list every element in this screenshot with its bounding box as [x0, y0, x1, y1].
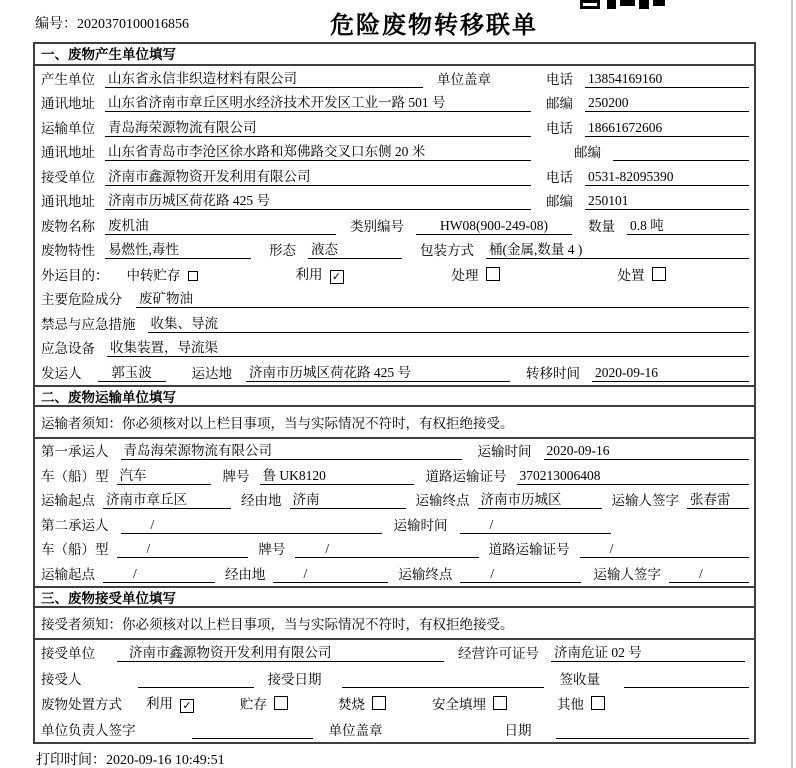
form-label: 形态 [269, 243, 296, 258]
row-equipment [35, 336, 754, 361]
checkbox-disposal-incinerate [372, 696, 386, 710]
via1-value: 济南 [290, 488, 406, 509]
producer-label: 产生单位 [41, 71, 95, 87]
carrier2-value: / [121, 517, 382, 534]
via2-value: / [273, 566, 388, 583]
address-label: 通讯地址 [41, 194, 95, 209]
transport-time-label: 运输时间 [393, 517, 448, 533]
qr-code-fragment-icon [580, 0, 670, 9]
row-purpose [35, 262, 754, 287]
row-disposal [35, 691, 754, 717]
purpose-option-treat: 处理 [452, 264, 500, 284]
origin2-value: / [103, 566, 215, 583]
row-head-sign [35, 716, 754, 742]
equipment-label: 应急设备 [41, 341, 95, 356]
vehicle1-value: 汽车 [117, 464, 211, 485]
print-time-value: 2020-09-16 10:49:51 [106, 753, 225, 768]
transfer-time-label: 转移时间 [526, 365, 580, 381]
address-label: 通讯地址 [41, 96, 95, 111]
producer-address-value: 山东省济南市章丘区明水经济技术开发区工业一路 501 号 [105, 91, 531, 112]
plate2-value: / [295, 541, 478, 558]
disposal-option-storage: 贮存 [240, 693, 288, 713]
disposal-option-other: 其他 [557, 693, 605, 713]
plate1-value: 鲁 UK8120 [260, 464, 414, 485]
serial-number: 2020370100016856 [77, 17, 189, 32]
receiver-zip-value: 250101 [585, 193, 749, 210]
date-label: 日期 [504, 722, 532, 738]
qty-value: 0.8 吨 [627, 214, 749, 235]
permit-label: 经营许可证号 [458, 646, 539, 661]
head-sign-label: 单位负责人签字 [41, 722, 136, 738]
checkbox-dispose [652, 267, 666, 281]
origin-label: 运输起点 [41, 493, 95, 508]
checkbox-transfer-storage [188, 271, 198, 281]
license1-value: 370213006408 [517, 468, 750, 485]
head-sign-value [192, 738, 313, 739]
serial-label: 编号： [35, 17, 77, 32]
taboo-label: 禁忌与应急措施 [41, 316, 136, 332]
row-acceptor [35, 665, 754, 691]
form-value: 液态 [308, 238, 402, 259]
end1-value: 济南市历城区 [478, 488, 602, 509]
address-label: 通讯地址 [41, 145, 95, 160]
row-transporter-address [35, 140, 754, 165]
page-title: 危险废物转移联单 [330, 12, 538, 39]
disposal-label: 废物处置方式 [41, 697, 122, 712]
received-qty-label: 签收量 [559, 671, 600, 687]
row-vehicle2 [35, 537, 754, 562]
transporter-phone-value: 18661672606 [585, 120, 749, 137]
section2-notice: 运输者须知：你必须核对以上栏目事项，当与实际情况不符时，有权拒绝接受。 [35, 407, 754, 439]
print-time-line [36, 749, 225, 768]
end2-value: / [460, 566, 581, 583]
checkbox-treat [486, 267, 500, 281]
phone-label: 电话 [546, 120, 573, 136]
purpose-option-dispose: 处置 [618, 264, 666, 284]
carrier2-label: 第二承运人 [41, 517, 109, 533]
end-label: 运输终点 [415, 493, 470, 508]
zip-label: 邮编 [574, 145, 601, 160]
zip-label: 邮编 [546, 96, 573, 111]
carrier1-time-value: 2020-09-16 [544, 443, 750, 460]
origin1-value: 济南市章丘区 [103, 488, 231, 509]
received-qty-value [624, 687, 749, 688]
transport-time-label: 运输时间 [477, 444, 532, 459]
equipment-value: 收集装置，导流渠 [107, 336, 749, 357]
producer-value: 山东省永信非织造材料有限公司 [105, 67, 423, 88]
packing-value: 桶(金属,数量 4 ) [486, 238, 749, 259]
row-receiver [35, 164, 754, 189]
purpose-option-transfer-storage: 中转贮存 [127, 264, 198, 284]
vehicle2-value: / [117, 541, 249, 558]
shipper-value: 郭玉波 [98, 361, 166, 382]
waste-name-label: 废物名称 [41, 218, 95, 234]
section2-header: 二、废物运输单位填写 [35, 385, 754, 407]
dest-label: 运达地 [191, 365, 232, 381]
qty-label: 数量 [588, 218, 615, 234]
row-route2 [35, 561, 754, 586]
packing-label: 包装方式 [420, 243, 474, 258]
category-value: HW08(900-249-08) [416, 218, 572, 235]
checkbox-disposal-utilize-checked: ✓ [180, 699, 194, 713]
character-value: 易燃性,毒性 [105, 238, 251, 259]
sign1-value: 张春雷 [687, 488, 749, 509]
disposal-option-incinerate: 焚烧 [338, 693, 386, 713]
license-label: 道路运输证号 [488, 542, 570, 557]
row-taboo [35, 311, 754, 336]
vehicle-label: 车（船）型 [41, 542, 109, 557]
sign2-value: / [669, 566, 749, 583]
phone-label: 电话 [546, 71, 573, 87]
dest-value: 济南市历城区荷花路 425 号 [246, 361, 510, 382]
origin-label: 运输起点 [41, 566, 95, 582]
row-transporter [35, 115, 754, 140]
section1-header: 一、废物产生单位填写 [35, 44, 754, 66]
section3-header: 三、废物接受单位填写 [35, 586, 754, 608]
character-label: 废物特性 [41, 243, 95, 258]
row-accept-unit [35, 640, 754, 666]
transporter-zip-value [613, 160, 749, 161]
acceptor-label: 接受人 [41, 671, 82, 687]
license-label: 道路运输证号 [425, 468, 507, 484]
taboo-value: 收集、导流 [148, 312, 750, 333]
category-label: 类别编号 [350, 218, 404, 234]
carrier2-time-value: / [460, 517, 611, 534]
row-hazard [35, 287, 754, 312]
purpose-option-utilize: 利用 ✓ [296, 263, 344, 284]
checkbox-disposal-storage [274, 696, 288, 710]
phone-label: 电话 [546, 169, 573, 185]
row-waste-name [35, 213, 754, 238]
purpose-label: 外运目的： [41, 267, 109, 283]
transporter-label: 运输单位 [41, 120, 95, 136]
transfer-time-value: 2020-09-16 [592, 365, 749, 382]
transporter-value: 青岛海荣源物流有限公司 [105, 116, 531, 137]
section3-notice: 接受者须知：你必须核对以上栏目事项，当与实际情况不符时，有权拒绝接受。 [35, 608, 754, 640]
row-waste-character [35, 238, 754, 263]
receiver-value: 济南市鑫源物资开发利用有限公司 [105, 165, 531, 186]
disposal-option-landfill: 安全填埋 [432, 693, 507, 713]
row-shipper [35, 360, 754, 385]
receiver-label: 接受单位 [41, 169, 95, 185]
row-route1 [35, 488, 754, 513]
transporter-address-value: 山东省青岛市李沧区徐水路和郑佛路交叉口东侧 20 米 [105, 140, 531, 161]
carrier1-label: 第一承运人 [41, 444, 109, 459]
vehicle-label: 车（船）型 [41, 468, 109, 484]
print-time-label: 打印时间： [36, 753, 106, 768]
unit-seal-label: 单位盖章 [328, 722, 383, 738]
page-edge-line [791, 0, 793, 768]
date-value [556, 738, 750, 739]
receiver-address-value: 济南市历城区荷花路 425 号 [105, 189, 531, 210]
disposal-option-utilize: 利用 ✓ [146, 692, 194, 713]
sign-label: 运输人签字 [593, 566, 661, 582]
accept-unit-value: 济南市鑫源物资开发利用有限公司 [117, 641, 444, 662]
zip-label: 邮编 [546, 194, 573, 209]
serial-number-line [35, 13, 189, 33]
checkbox-utilize-checked: ✓ [330, 270, 344, 284]
via-label: 经由地 [241, 493, 282, 508]
checkbox-disposal-landfill [493, 696, 507, 710]
accept-unit-label: 接受单位 [41, 646, 95, 661]
row-carrier2 [35, 512, 754, 537]
receiver-phone-value: 0531-82095390 [585, 169, 749, 186]
permit-value: 济南危证 02 号 [551, 641, 745, 662]
acceptor-value [138, 687, 254, 688]
via-label: 经由地 [224, 566, 266, 582]
checkbox-disposal-other [591, 696, 605, 710]
row-producer-address [35, 91, 754, 116]
row-receiver-address [35, 189, 754, 214]
producer-zip-value: 250200 [585, 95, 749, 112]
shipper-label: 发运人 [41, 365, 82, 381]
hazard-value: 废矿物油 [136, 287, 749, 308]
sign-label: 运输人签字 [611, 493, 679, 508]
row-carrier1 [35, 439, 754, 464]
row-producer [35, 66, 754, 91]
row-vehicle1 [35, 463, 754, 488]
accept-date-value [342, 687, 544, 688]
manifest-table [33, 42, 756, 744]
end-label: 运输终点 [398, 566, 453, 582]
carrier1-value: 青岛海荣源物流有限公司 [121, 439, 462, 460]
plate-label: 牌号 [258, 542, 286, 557]
producer-phone-value: 13854169160 [585, 71, 749, 88]
waste-name-value: 废机油 [105, 214, 336, 235]
accept-date-label: 接受日期 [267, 671, 322, 687]
hazard-label: 主要危险成分 [41, 292, 122, 307]
plate-label: 牌号 [222, 468, 250, 484]
license2-value: / [580, 541, 749, 558]
seal-label: 单位盖章 [437, 71, 491, 87]
